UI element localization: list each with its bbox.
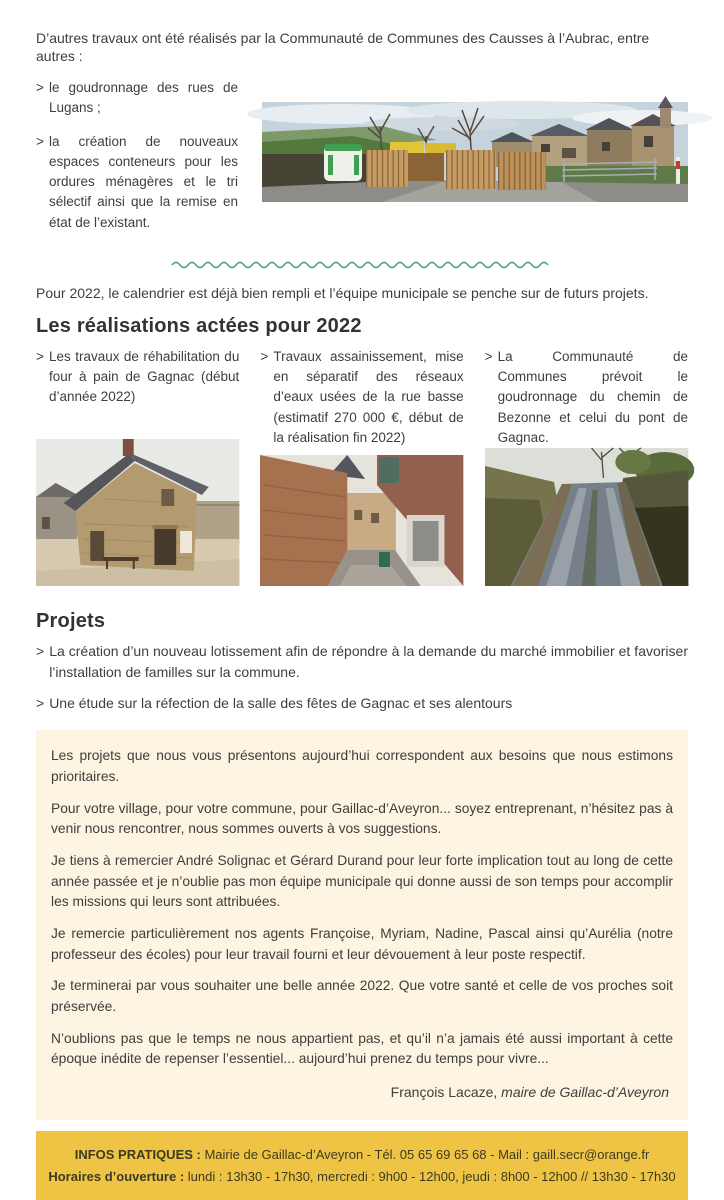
- column-item: [260, 347, 463, 448]
- signature-name: François Lacaze,: [390, 1084, 502, 1101]
- realisations-columns: [36, 347, 688, 586]
- column-text: La Communauté de Communes prévoit le goudronnage du chemin de Bezonne et celui du pont de Gagnac.: [497, 348, 688, 445]
- mayor-signature: [51, 1084, 673, 1100]
- column-text: Les travaux de réhabilitation du four à pain de Gagnac (début d’année 2022): [49, 348, 240, 405]
- bullet-text: la création de nouveaux espaces conteneurs pour les ordures ménagères et le tri sélectif ainsi que la remise en état de l’existant.: [49, 133, 238, 230]
- mayor-paragraph: N’oublions pas que le temps ne nous appartient pas, et qu’il n’a jamais été aussi important à cette époque inédite de repenser l’essentiel... aujourd’hui prenez du temps pour vivre...: [51, 1030, 673, 1067]
- realisation-column: [36, 347, 239, 586]
- wavy-divider: [170, 259, 554, 269]
- footer-practical-line: [46, 1144, 678, 1165]
- bullet-marker: >: [36, 80, 44, 95]
- transition-paragraph: Pour 2022, le calendrier est déjà bien rempli et l’équipe municipale se penche sur de futurs projets.: [36, 284, 649, 301]
- column-item: [485, 347, 688, 448]
- bullet-text: La création d’un nouveau lotissement afin de répondre à la demande du marché immobilier et favoriser l’installation de familles sur la commune.: [49, 643, 688, 681]
- footer-info-bar: [36, 1131, 688, 1200]
- list-item: [36, 641, 688, 683]
- bullet-text: le goudronnage des rues de Lugans ;: [49, 80, 238, 116]
- realisation-column: [485, 347, 688, 586]
- mayor-paragraph: Je terminerai par vous souhaiter une belle année 2022. Que votre santé et celle de vos proches soit préservée.: [51, 978, 673, 1015]
- realisation-column: [260, 347, 463, 586]
- bullet-text: Une étude sur la réfection de la salle des fêtes de Gagnac et ses alentours: [49, 695, 513, 712]
- column-item: [36, 347, 239, 408]
- bullet-marker: >: [484, 348, 493, 364]
- section-title-realisations: Les réalisations actées pour 2022: [36, 314, 362, 337]
- chemin-bezonne-road-photo: [485, 448, 688, 586]
- list-item: [36, 132, 238, 233]
- section-title-projets: Projets: [36, 610, 106, 633]
- projets-bullet-list: [36, 641, 688, 714]
- mayor-paragraph: Les projets que nous vous présentons aujourd’hui correspondent aux besoins que nous estimons prioritaires.: [51, 748, 673, 784]
- intro-row: [36, 78, 688, 246]
- mayor-paragraph: Pour votre village, pour votre commune, pour Gaillac-d’Aveyron... soyez entreprenant, n’hésitez pas à venir nous rencontrer, nous sommes ouverts à vos suggestions.: [51, 800, 673, 837]
- four-a-pain-gagnac-photo: [36, 439, 239, 586]
- intro-lead: D’autres travaux ont été réalisés par la Communauté de Communes des Causses à l’Aubrac, entre autres :: [36, 30, 650, 64]
- bullet-marker: >: [260, 348, 269, 364]
- footer-hours-text: lundi : 13h30 - 17h30, mercredi : 9h00 - 12h00, jeudi : 8h00 - 12h00 // 13h30 - 17h30: [187, 1168, 676, 1184]
- village-waste-containers-photo: [262, 102, 688, 202]
- intro-bullet-list: [36, 78, 250, 246]
- bullet-marker: >: [36, 643, 45, 660]
- footer-practical-label: INFOS PRATIQUES :: [74, 1147, 205, 1163]
- bullet-marker: >: [36, 348, 44, 364]
- signature-title: maire de Gaillac-d’Aveyron: [501, 1084, 669, 1101]
- footer-practical-text: Mairie de Gaillac-d’Aveyron - Tél. 05 65 69 65 68 - Mail : gaill.secr@orange.fr: [204, 1147, 650, 1163]
- mayor-message-box: [36, 730, 688, 1120]
- bullet-marker: >: [36, 133, 44, 149]
- list-item: [36, 693, 688, 714]
- mayor-paragraph: Je remercie particulièrement nos agents Françoise, Myriam, Nadine, Pascal ainsi qu’Aurélia (notre professeur des écoles) pour leur travail fourni et leur dévouement à leur poste respectif.: [51, 926, 673, 962]
- mayor-paragraph: Je tiens à remercier André Solignac et Gérard Durand pour leur forte implication tout au long de cette année passée et je n’oublie pas mon équipe municipale qui donne aussi de son temps pour accomplir les missions qui leurs sont attribuées.: [51, 852, 673, 910]
- column-text: Travaux assainissement, mise en séparatif des réseaux d’eaux usées de la rue basse (estimatif 270 000 €, début de la réalisation fin 2022): [273, 348, 464, 445]
- bullet-marker: >: [36, 695, 45, 712]
- list-item: [36, 78, 238, 119]
- rue-basse-alley-photo: [260, 455, 463, 586]
- footer-hours-label: Horaires d’ouverture :: [48, 1168, 188, 1184]
- footer-hours-line: [46, 1166, 678, 1187]
